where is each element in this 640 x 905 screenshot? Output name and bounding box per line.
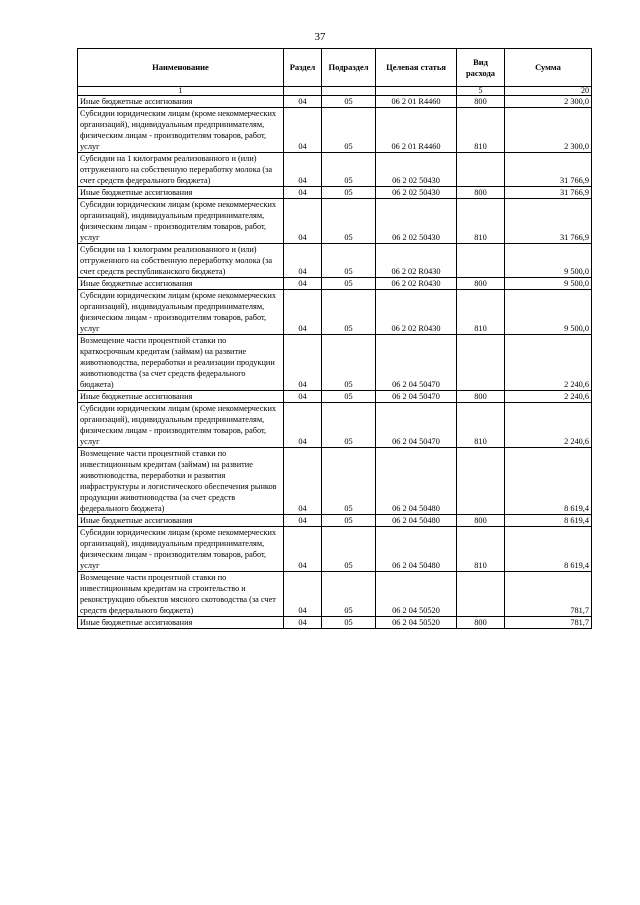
cell-subsection: 05 [322, 278, 376, 290]
cell-expense: 800 [457, 278, 505, 290]
table-row [78, 244, 592, 278]
cell-name: Субсидии юридическим лицам (кроме некоммерческих организаций), индивидуальным предпринимателям, физическим лицам - производителям товаров, работ, услуг [78, 199, 284, 244]
table-row [78, 391, 592, 403]
header-expense-type: Вид расхода [457, 49, 505, 87]
cell-name: Иные бюджетные ассигнования [78, 515, 284, 527]
cell-name: Субсидии юридическим лицам (кроме некоммерческих организаций), индивидуальным предпринимателям, физическим лицам - производителям товаров, работ, услуг [78, 290, 284, 335]
cell-target: 06 2 04 50470 [376, 403, 457, 448]
cell-expense: 800 [457, 391, 505, 403]
cell-section: 04 [284, 515, 322, 527]
header-section: Раздел [284, 49, 322, 87]
cell-amount: 2 240,6 [505, 391, 592, 403]
cell-subsection: 05 [322, 108, 376, 153]
cell-section: 04 [284, 187, 322, 199]
cell-target: 06 2 04 50480 [376, 527, 457, 572]
cell-section: 04 [284, 617, 322, 629]
cell-subsection: 05 [322, 290, 376, 335]
cell-name: Субсидии юридическим лицам (кроме некоммерческих организаций), индивидуальным предпринимателям, физическим лицам - производителям товаров, работ, услуг [78, 527, 284, 572]
column-number-row [78, 87, 592, 96]
cell-amount: 31 766,9 [505, 199, 592, 244]
colnum-subsection [322, 87, 376, 96]
budget-table [77, 48, 592, 629]
cell-section: 04 [284, 391, 322, 403]
table-row [78, 335, 592, 391]
table-header-row [78, 49, 592, 87]
colnum-section [284, 87, 322, 96]
table-row [78, 403, 592, 448]
cell-section: 04 [284, 290, 322, 335]
cell-target: 06 2 01 R4460 [376, 108, 457, 153]
table-row [78, 187, 592, 199]
cell-amount: 781,7 [505, 572, 592, 617]
cell-expense [457, 335, 505, 391]
cell-amount: 9 500,0 [505, 290, 592, 335]
cell-expense: 800 [457, 96, 505, 108]
cell-name: Иные бюджетные ассигнования [78, 617, 284, 629]
cell-subsection: 05 [322, 199, 376, 244]
cell-name: Иные бюджетные ассигнования [78, 278, 284, 290]
cell-subsection: 05 [322, 335, 376, 391]
cell-name: Возмещение части процентной ставки по инвестиционным кредитам на строительство и реконструкцию объектов мясного скотоводства (за счет средств федерального бюджета) [78, 572, 284, 617]
cell-amount: 2 240,6 [505, 335, 592, 391]
cell-amount: 2 300,0 [505, 108, 592, 153]
table-row [78, 515, 592, 527]
cell-expense: 810 [457, 527, 505, 572]
cell-expense [457, 244, 505, 278]
cell-expense [457, 448, 505, 515]
cell-expense: 810 [457, 108, 505, 153]
cell-expense: 810 [457, 290, 505, 335]
cell-expense [457, 153, 505, 187]
cell-amount: 2 300,0 [505, 96, 592, 108]
cell-target: 06 2 02 50430 [376, 187, 457, 199]
cell-section: 04 [284, 278, 322, 290]
cell-expense [457, 572, 505, 617]
table-row [78, 153, 592, 187]
page-number: 37 [314, 31, 326, 43]
cell-section: 04 [284, 244, 322, 278]
colnum-amount: 20 [505, 87, 592, 96]
cell-amount: 8 619,4 [505, 448, 592, 515]
cell-amount: 31 766,9 [505, 187, 592, 199]
table-row [78, 290, 592, 335]
cell-name: Иные бюджетные ассигнования [78, 187, 284, 199]
cell-name: Субсидии юридическим лицам (кроме некоммерческих организаций), индивидуальным предпринимателям, физическим лицам - производителям товаров, работ, услуг [78, 403, 284, 448]
cell-subsection: 05 [322, 403, 376, 448]
cell-target: 06 2 04 50480 [376, 515, 457, 527]
cell-section: 04 [284, 199, 322, 244]
table-row [78, 617, 592, 629]
header-amount: Сумма [505, 49, 592, 87]
cell-expense: 800 [457, 515, 505, 527]
table-row [78, 527, 592, 572]
cell-name: Иные бюджетные ассигнования [78, 391, 284, 403]
table-row [78, 448, 592, 515]
cell-expense: 810 [457, 403, 505, 448]
cell-subsection: 05 [322, 617, 376, 629]
cell-subsection: 05 [322, 572, 376, 617]
cell-amount: 9 500,0 [505, 278, 592, 290]
cell-expense: 800 [457, 187, 505, 199]
cell-target: 06 2 02 R0430 [376, 244, 457, 278]
cell-name: Субсидии на 1 килограмм реализованного и (или) отгруженного на собственную переработку молока (за счет средств республиканского бюджета) [78, 244, 284, 278]
cell-name: Иные бюджетные ассигнования [78, 96, 284, 108]
cell-amount: 781,7 [505, 617, 592, 629]
cell-name: Возмещение части процентной ставки по краткосрочным кредитам (займам) на развитие животноводства, переработки и реализации продукции животноводства (за счет средств федерального бюджета) [78, 335, 284, 391]
cell-subsection: 05 [322, 515, 376, 527]
cell-subsection: 05 [322, 391, 376, 403]
cell-target: 06 2 02 50430 [376, 199, 457, 244]
cell-section: 04 [284, 153, 322, 187]
cell-section: 04 [284, 403, 322, 448]
cell-amount: 8 619,4 [505, 527, 592, 572]
cell-target: 06 2 04 50470 [376, 335, 457, 391]
cell-target: 06 2 04 50520 [376, 572, 457, 617]
table-row [78, 199, 592, 244]
cell-target: 06 2 04 50480 [376, 448, 457, 515]
cell-subsection: 05 [322, 527, 376, 572]
cell-name: Субсидии юридическим лицам (кроме некоммерческих организаций), индивидуальным предпринимателям, физическим лицам - производителям товаров, работ, услуг [78, 108, 284, 153]
cell-section: 04 [284, 335, 322, 391]
table-row [78, 96, 592, 108]
cell-subsection: 05 [322, 244, 376, 278]
cell-section: 04 [284, 96, 322, 108]
cell-target: 06 2 01 R4460 [376, 96, 457, 108]
cell-section: 04 [284, 572, 322, 617]
cell-amount: 31 766,9 [505, 153, 592, 187]
colnum-name: 1 [78, 87, 284, 96]
cell-amount: 8 619,4 [505, 515, 592, 527]
colnum-target [376, 87, 457, 96]
cell-subsection: 05 [322, 96, 376, 108]
cell-name: Возмещение части процентной ставки по инвестиционным кредитам (займам) на развитие животноводства, переработки и развития инфраструктуры и логистического обеспечения рынков продукции животноводства (за счет средств федерального бюджета) [78, 448, 284, 515]
cell-target: 06 2 04 50470 [376, 391, 457, 403]
cell-section: 04 [284, 448, 322, 515]
cell-name: Субсидии на 1 килограмм реализованного и (или) отгруженного на собственную переработку молока (за счет средств федерального бюджета) [78, 153, 284, 187]
cell-target: 06 2 04 50520 [376, 617, 457, 629]
table-row [78, 108, 592, 153]
cell-expense: 800 [457, 617, 505, 629]
cell-target: 06 2 02 R0430 [376, 278, 457, 290]
header-target: Целевая статья [376, 49, 457, 87]
cell-section: 04 [284, 108, 322, 153]
header-name: Наименование [78, 49, 284, 87]
table-row [78, 572, 592, 617]
cell-section: 04 [284, 527, 322, 572]
table-row [78, 278, 592, 290]
cell-target: 06 2 02 R0430 [376, 290, 457, 335]
cell-expense: 810 [457, 199, 505, 244]
colnum-expense-type: 5 [457, 87, 505, 96]
header-subsection: Подраздел [322, 49, 376, 87]
cell-subsection: 05 [322, 448, 376, 515]
cell-amount: 9 500,0 [505, 244, 592, 278]
cell-subsection: 05 [322, 187, 376, 199]
cell-target: 06 2 02 50430 [376, 153, 457, 187]
cell-subsection: 05 [322, 153, 376, 187]
cell-amount: 2 240,6 [505, 403, 592, 448]
